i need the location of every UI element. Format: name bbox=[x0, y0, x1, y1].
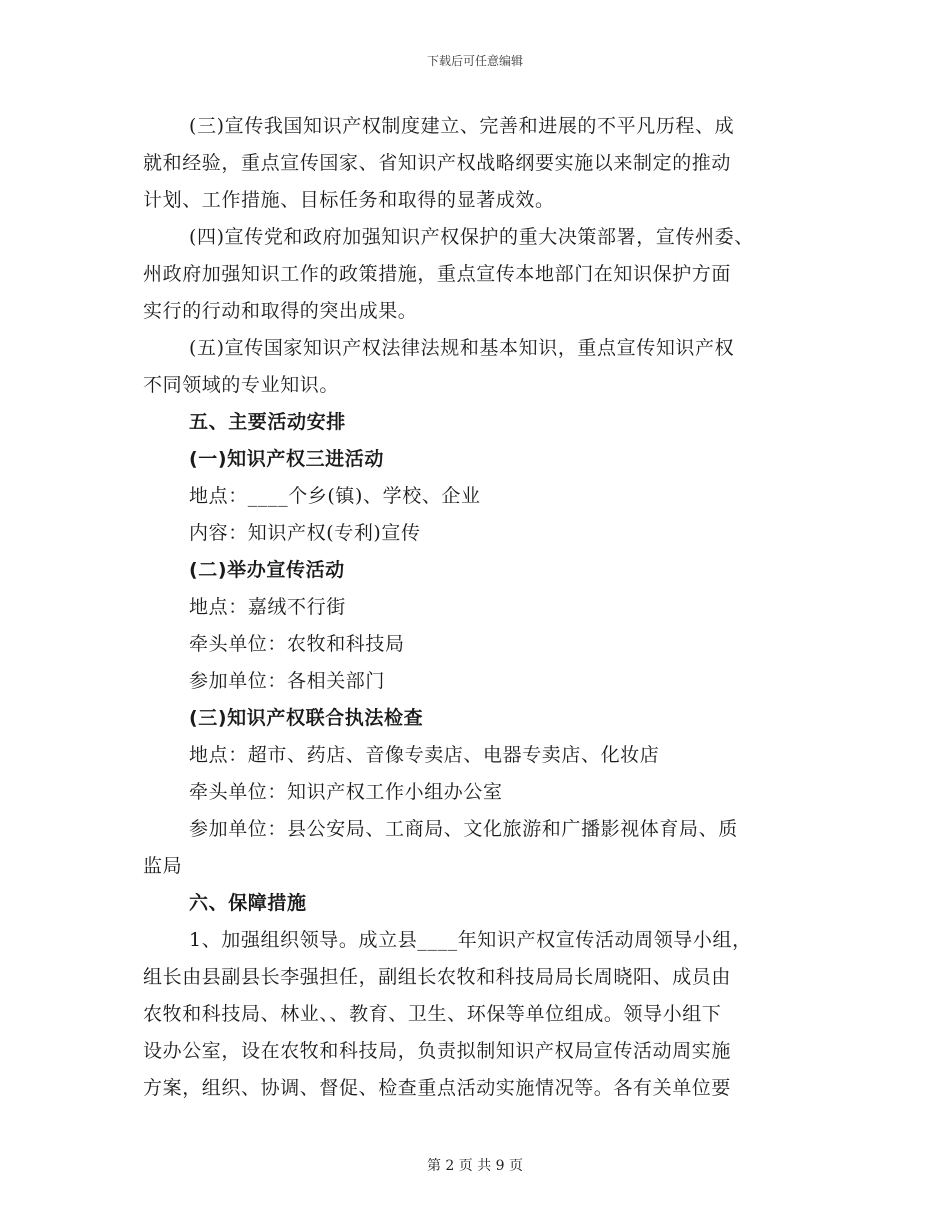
section-heading: 五、主要活动安排 bbox=[189, 411, 346, 433]
paragraph-line: 州政府加强知识工作的政策措施，重点宣传本地部门在知识保护方面 bbox=[143, 263, 732, 285]
paragraph-line: 地点：嘉绒不行街 bbox=[189, 596, 346, 618]
paragraph-line: 牵头单位：农牧和科技局 bbox=[189, 633, 405, 655]
section-heading: (二)举办宣传活动 bbox=[189, 559, 345, 581]
paragraph-line: 组长由县副县长李强担任，副组长农牧和科技局局长周晓阳、成员由 bbox=[143, 966, 732, 988]
paragraph-line: 1、加强组织领导。成立县____年知识产权宣传活动周领导小组， bbox=[189, 929, 752, 951]
paragraph-line: 就和经验，重点宣传国家、省知识产权战略纲要实施以来制定的推动 bbox=[143, 152, 732, 174]
paragraph-line: (五)宣传国家知识产权法律法规和基本知识，重点宣传知识产权 bbox=[189, 337, 735, 359]
section-heading: 六、保障措施 bbox=[189, 892, 307, 914]
paragraph-line: 农牧和科技局、林业、、教育、卫生、环保等单位组成。领导小组下 bbox=[143, 1003, 722, 1025]
paragraph-line: 地点：____个乡(镇)、学校、企业 bbox=[189, 485, 481, 507]
section-heading: (三)知识产权联合执法检查 bbox=[189, 707, 424, 729]
paragraph-line: 方案，组织、协调、督促、检查重点活动实施情况等。各有关单位要 bbox=[143, 1077, 732, 1099]
paragraph-line: (四)宣传党和政府加强知识产权保护的重大决策部署，宣传州委、 bbox=[189, 226, 754, 248]
paragraph-line: 计划、工作措施、目标任务和取得的显著成效。 bbox=[143, 189, 555, 211]
paragraph-line: 监局 bbox=[143, 855, 183, 877]
paragraph-line: 内容：知识产权(专利)宣传 bbox=[189, 522, 421, 544]
page-header: 下载后可任意编辑 bbox=[426, 54, 523, 68]
paragraph-line: 地点：超市、药店、音像专卖店、电器专卖店、化妆店 bbox=[189, 744, 660, 766]
paragraph-line: 参加单位：各相关部门 bbox=[189, 670, 386, 692]
paragraph-line: 牵头单位：知识产权工作小组办公室 bbox=[189, 781, 503, 803]
paragraph-line: 不同领域的专业知识。 bbox=[143, 374, 340, 396]
paragraph-line: (三)宣传我国知识产权制度建立、完善和进展的不平凡历程、成 bbox=[189, 115, 735, 137]
paragraph-line: 设办公室，设在农牧和科技局，负责拟制知识产权局宣传活动周实施 bbox=[143, 1040, 732, 1062]
page-footer: 第 2 页 共 9 页 bbox=[426, 1158, 524, 1174]
paragraph-line: 实行的行动和取得的突出成果。 bbox=[143, 300, 418, 322]
section-heading: (一)知识产权三进活动 bbox=[189, 448, 384, 470]
paragraph-line: 参加单位：县公安局、工商局、文化旅游和广播影视体育局、质 bbox=[189, 818, 738, 840]
document-body bbox=[143, 108, 803, 1107]
